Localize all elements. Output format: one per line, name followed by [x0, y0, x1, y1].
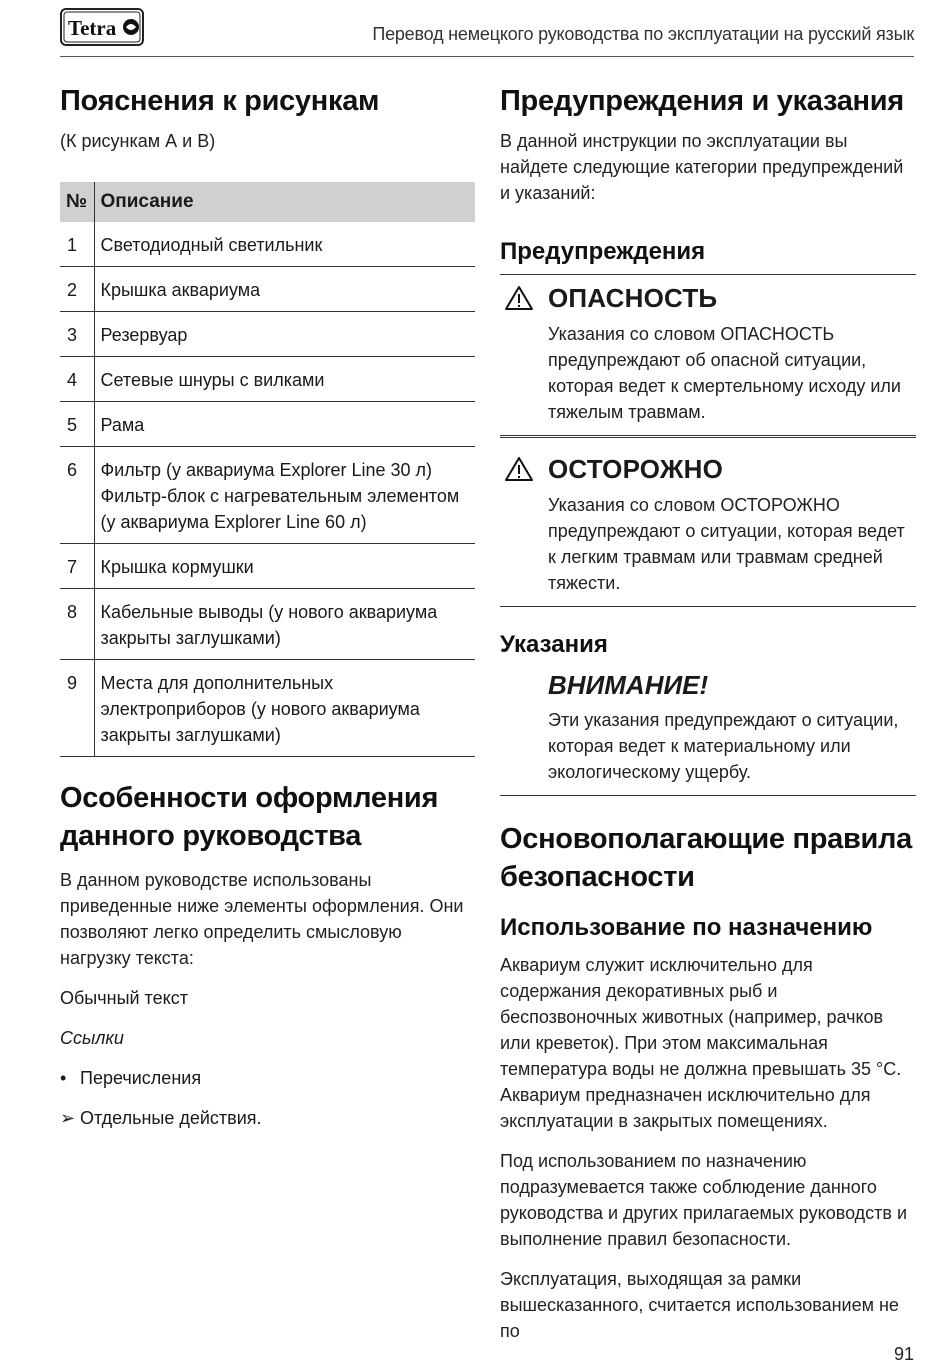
- table-row: [60, 402, 475, 447]
- arrow-right-icon: ➢: [60, 1108, 76, 1128]
- column-number: №: [60, 182, 94, 222]
- attention-title: ВНИМАНИЕ!: [548, 670, 709, 700]
- column-description: Описание: [94, 182, 475, 222]
- legend-table-header: [60, 182, 475, 222]
- row-number: 7: [60, 544, 94, 589]
- table-row: [60, 589, 475, 660]
- safety-heading: Основополагающие правила безопасности: [500, 823, 912, 893]
- tetra-logo: [60, 8, 144, 46]
- row-number: 2: [60, 267, 94, 312]
- row-number: 6: [60, 447, 94, 544]
- warnings-subheading: Предупреждения: [500, 236, 916, 275]
- left-column: [60, 82, 475, 1145]
- row-description: Сетевые шнуры с вилками: [94, 357, 475, 402]
- caution-block: [500, 446, 916, 607]
- row-description: Кабельные выводы (у нового аквариума закрыты заглушками): [94, 589, 475, 660]
- sample-bullet-text: Перечисления: [80, 1068, 202, 1088]
- danger-block: [500, 275, 916, 438]
- notes-heading: Указания: [500, 631, 608, 658]
- design-samples: [60, 985, 475, 1131]
- design-intro: В данном руководстве использованы приведенные ниже элементы оформления. Они позволяют легко определить смысловую нагрузку текста:: [60, 870, 464, 968]
- sample-action-text: Отдельные действия.: [80, 1108, 262, 1128]
- caution-text: Указания со словом ОСТОРОЖНО предупреждают о ситуации, которая ведет к легким травмам или травмам средней тяжести.: [548, 495, 905, 593]
- row-number: 8: [60, 589, 94, 660]
- warning-triangle-icon: [504, 456, 534, 482]
- row-description: Светодиодный светильник: [94, 222, 475, 267]
- row-description: Места для дополнительных электроприборов (у нового аквариума закрыты заглушками): [94, 660, 475, 757]
- page-number: 91: [893, 1344, 914, 1363]
- table-row: [60, 447, 475, 544]
- right-column: [500, 82, 916, 1344]
- table-row: [60, 222, 475, 267]
- table-row: [60, 660, 475, 757]
- sample-links: Ссылки: [60, 1028, 124, 1048]
- sample-normal-text: Обычный текст: [60, 988, 188, 1008]
- row-description: Крышка кормушки: [94, 544, 475, 589]
- design-heading: Особенности оформления данного руководства: [60, 782, 439, 852]
- row-number: 4: [60, 357, 94, 402]
- danger-text: Указания со словом ОПАСНОСТЬ предупреждают об опасной ситуации, которая ведет к смертельному исходу или тяжелым травмам.: [548, 324, 901, 422]
- table-row: [60, 312, 475, 357]
- safety-paragraph-3: Эксплуатация, выходящая за рамки вышесказанного, считается использованием не по: [500, 1269, 899, 1341]
- header-title: Перевод немецкого руководства по эксплуатации на русский язык: [372, 24, 914, 44]
- caution-header: [500, 446, 916, 492]
- bullet-icon: •: [60, 1068, 67, 1088]
- caution-title: ОСТОРОЖНО: [548, 453, 723, 484]
- row-description: Резервуар: [94, 312, 475, 357]
- row-description: Рама: [94, 402, 475, 447]
- row-number: 1: [60, 222, 94, 267]
- danger-title: ОПАСНОСТЬ: [548, 282, 718, 313]
- attention-text: Эти указания предупреждают о ситуации, которая ведет к материальному или экологическому ущербу.: [548, 710, 899, 782]
- table-row: [60, 544, 475, 589]
- sample-action: [60, 1105, 475, 1131]
- safety-paragraph-2: Под использованием по назначению подразумевается также соблюдение данного руководства и других прилагаемых руководств и выполнение правил безопасности.: [500, 1151, 908, 1249]
- warning-triangle-icon: [504, 285, 534, 311]
- header-divider: [60, 56, 914, 57]
- legend-subtitle: (К рисункам А и В): [60, 131, 216, 151]
- warnings-intro: В данной инструкции по эксплуатации вы найдете следующие категории предупреждений и указаний:: [500, 131, 904, 203]
- sample-bullet: [60, 1065, 475, 1091]
- table-row: [60, 267, 475, 312]
- warnings-heading: Предупреждения и указания: [500, 85, 904, 117]
- row-number: 3: [60, 312, 94, 357]
- table-row: [60, 357, 475, 402]
- attention-block: [500, 663, 916, 796]
- row-description: Крышка аквариума: [94, 267, 475, 312]
- row-number: 9: [60, 660, 94, 757]
- danger-header: [500, 275, 916, 321]
- logo-text: Tetra: [68, 16, 117, 40]
- row-number: 5: [60, 402, 94, 447]
- legend-table: [60, 182, 475, 757]
- safety-paragraph-1: Аквариум служит исключительно для содержания декоративных рыб и беспозвоночных животных (например, рачков или креветок). При этом максимальная температура воды не должна превышать 35 °С. Аквариум предназначен исключительно для эксплуатации в закрытых помещениях.: [500, 955, 902, 1131]
- legend-heading: Пояснения к рисункам: [60, 85, 380, 117]
- safety-subheading: Использование по назначению: [500, 914, 873, 941]
- row-description: Фильтр (у аквариума Explorer Line 30 л) Фильтр-блок с нагревательным элементом (у аквариума Explorer Line 60 л): [94, 447, 475, 544]
